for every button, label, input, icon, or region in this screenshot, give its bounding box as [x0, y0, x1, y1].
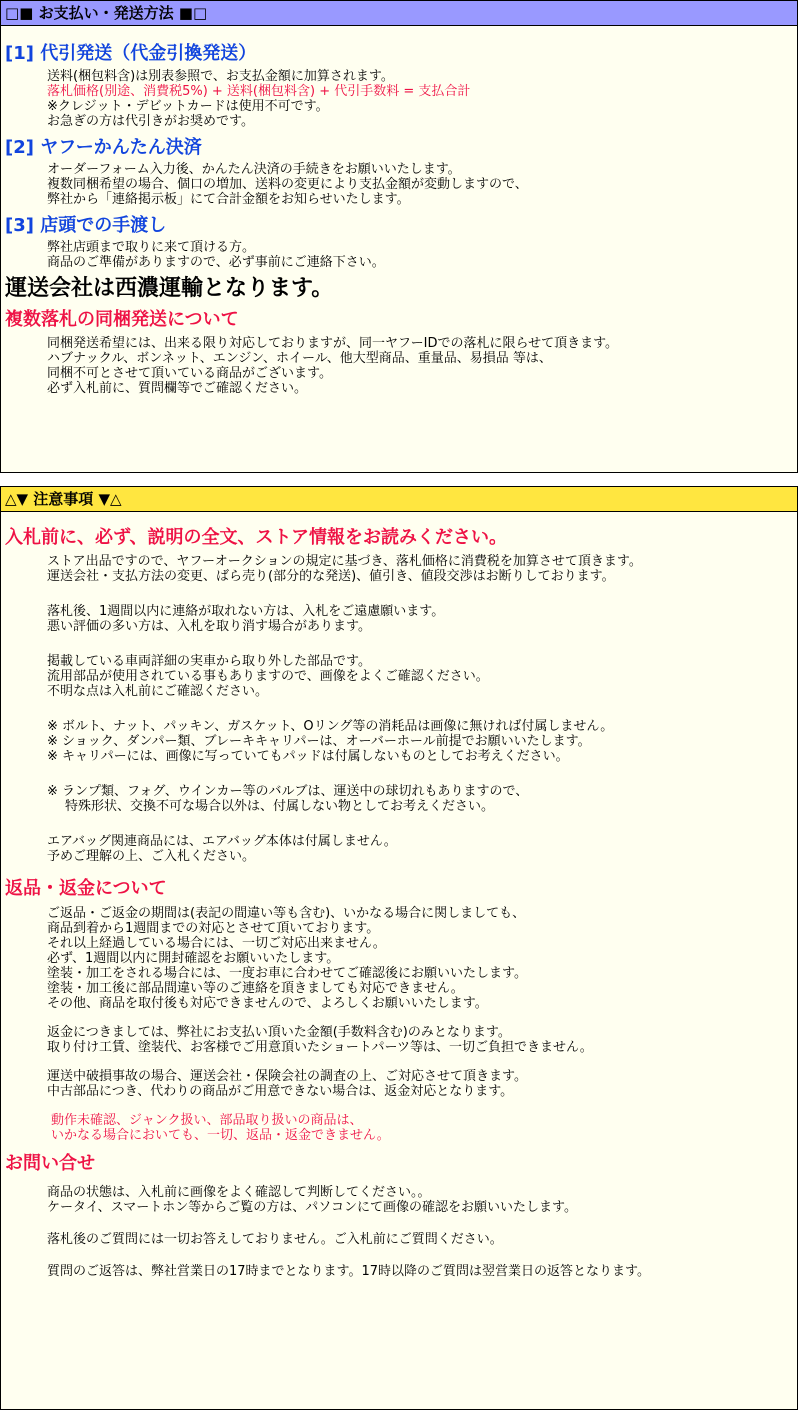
carrier-notice: 運送会社は西濃運輸となります。 — [5, 276, 334, 301]
returns-line: 返金につきましては、弊社にお支払い頂いた金額(手数料含む)のみとなります。 — [47, 1025, 511, 1040]
returns-line: 取り付け工賃、塗装代、お客様でご用意頂いたショートパーツ等は、一切ご負担できません。 — [47, 1040, 593, 1055]
bundle-line: ハブナックル、ボンネット、エンジン、ホイール、他大型商品、重量品、易損品 等は、 — [47, 351, 552, 366]
contact-title: お問い合せ — [5, 1153, 95, 1174]
method-1-formula: 落札価格(別途、消費税5%) + 送料(梱包料含) + 代引手数料 = 支払合計 — [47, 84, 471, 99]
method-2-line: 弊社から「連絡掲示板」にて合計金額をお知らせいたします。 — [47, 192, 410, 207]
method-2-line: 複数同梱希望の場合、個口の増加、送料の変更により支払金額が変動しますので、 — [47, 177, 528, 192]
method-1-line: お急ぎの方は代引きがお奨めです。 — [47, 114, 254, 129]
note-line: 運送会社・支払方法の変更、ばら売り(部分的な発送)、値引き、値段交渉はお断りしております。 — [47, 569, 615, 584]
note-line: ※ ランプ類、フォグ、ウインカー等のバルブは、運送中の球切れもありますので、 — [47, 784, 529, 799]
returns-line: 運送中破損事故の場合、運送会社・保険会社の調査の上、ご対応させて頂きます。 — [47, 1069, 527, 1084]
method-3-line: 商品のご準備がありますので、必ず事前にご連絡下さい。 — [47, 255, 385, 270]
method-2-title: [2] ヤフーかんたん決済 — [5, 137, 202, 158]
contact-line: 落札後のご質問には一切お答えしておりません。ご入札前にご質問ください。 — [47, 1232, 503, 1247]
note-line: 落札後、1週間以内に連絡が取れない方は、入札をご遠慮願います。 — [47, 604, 445, 619]
notes-section — [0, 486, 798, 1410]
note-line: 特殊形状、交換不可な場合以外は、付属しない物としてお考えください。 — [65, 799, 495, 814]
note-line: ※ ショック、ダンパー類、ブレーキキャリパーは、オーバーホール前提でお願いいたします。 — [47, 734, 591, 749]
note-line: 掲載している車両詳細の実車から取り外した部品です。 — [47, 654, 371, 669]
note-line: ストア出品ですので、ヤフーオークションの規定に基づき、落札価格に消費税を加算させて頂きます。 — [47, 554, 642, 569]
returns-line: 中古部品につき、代わりの商品がご用意できない場合は、返金対応となります。 — [47, 1084, 514, 1099]
bundle-line: 必ず入札前に、質問欄等でご確認ください。 — [47, 381, 308, 396]
returns-title: 返品・返金について — [5, 878, 167, 899]
notes-section-header: △▼ 注意事項 ▼△ — [1, 487, 797, 512]
note-line: 不明な点は入札前にご確認ください。 — [47, 684, 269, 699]
payment-shipping-section — [0, 0, 798, 473]
payment-section-header: □■ お支払い・発送方法 ■□ — [1, 1, 797, 26]
bundle-line: 同梱発送希望には、出来る限り対応しておりますが、同一ヤフーIDでの落札に限らせて頂きます。 — [47, 336, 619, 351]
contact-line: 質問のご返答は、弊社営業日の17時までとなります。17時以降のご質問は翌営業日の返答となります。 — [47, 1264, 651, 1279]
read-warning-title: 入札前に、必ず、説明の全文、ストア情報をお読みください。 — [5, 527, 508, 548]
note-line: 流用部品が使用されている事もありますので、画像をよくご確認ください。 — [47, 669, 489, 684]
note-line: 悪い評価の多い方は、入札を取り消す場合があります。 — [47, 619, 371, 634]
method-3-title: [3] 店頭での手渡し — [5, 215, 167, 236]
method-1-title: [1] 代引発送（代金引換発送） — [5, 43, 257, 64]
returns-line: 塗装・加工後に部品間違い等のご連絡を頂きましても対応できません。 — [47, 981, 464, 996]
method-1-line: ※クレジット・デビットカードは使用不可です。 — [47, 99, 329, 114]
note-line: 予めご理解の上、ご入札ください。 — [47, 849, 256, 864]
method-3-line: 弊社店頭まで取りに来て頂ける方。 — [47, 240, 256, 255]
bundle-shipping-title: 複数落札の同梱発送について — [5, 309, 239, 330]
bundle-line: 同梱不可とさせて頂いている商品がございます。 — [47, 366, 332, 381]
note-line: エアバッグ関連商品には、エアバッグ本体は付属しません。 — [47, 834, 397, 849]
returns-line: 塗装・加工をされる場合には、一度お車に合わせてご確認後にお願いいたします。 — [47, 966, 527, 981]
note-line: ※ キャリパーには、画像に写っていてもパッドは付属しないものとしてお考えください。 — [47, 749, 569, 764]
no-return-warning: 動作未確認、ジャンク扱い、部品取り扱いの商品は、 — [51, 1113, 363, 1128]
returns-line: その他、商品を取付後も対応できませんので、よろしくお願いいたします。 — [47, 996, 488, 1011]
returns-line: 商品到着から1週間までの対応とさせて頂いております。 — [47, 921, 380, 936]
method-2-line: オーダーフォーム入力後、かんたん決済の手続きをお願いいたします。 — [47, 162, 461, 177]
no-return-warning: いかなる場合においても、一切、返品・返金できません。 — [51, 1128, 390, 1143]
returns-line: ご返品・ご返金の期間は(表記の間違い等も含む)、いかなる場合に関しましても、 — [47, 906, 526, 921]
contact-line: 商品の状態は、入札前に画像をよく確認して判断してください。。 — [47, 1185, 431, 1200]
method-1-line: 送料(梱包料含)は別表参照で、お支払金額に加算されます。 — [47, 69, 394, 84]
returns-line: 必ず、1週間以内に開封確認をお願いいたします。 — [47, 951, 340, 966]
note-line: ※ ボルト、ナット、パッキン、ガスケット、Oリング等の消耗品は画像に無ければ付属しません。 — [47, 719, 614, 734]
returns-line: それ以上経過している場合には、一切ご対応出来ません。 — [47, 936, 386, 951]
contact-line: ケータイ、スマートホン等からご覧の方は、パソコンにて画像の確認をお願いいたします。 — [47, 1200, 578, 1215]
